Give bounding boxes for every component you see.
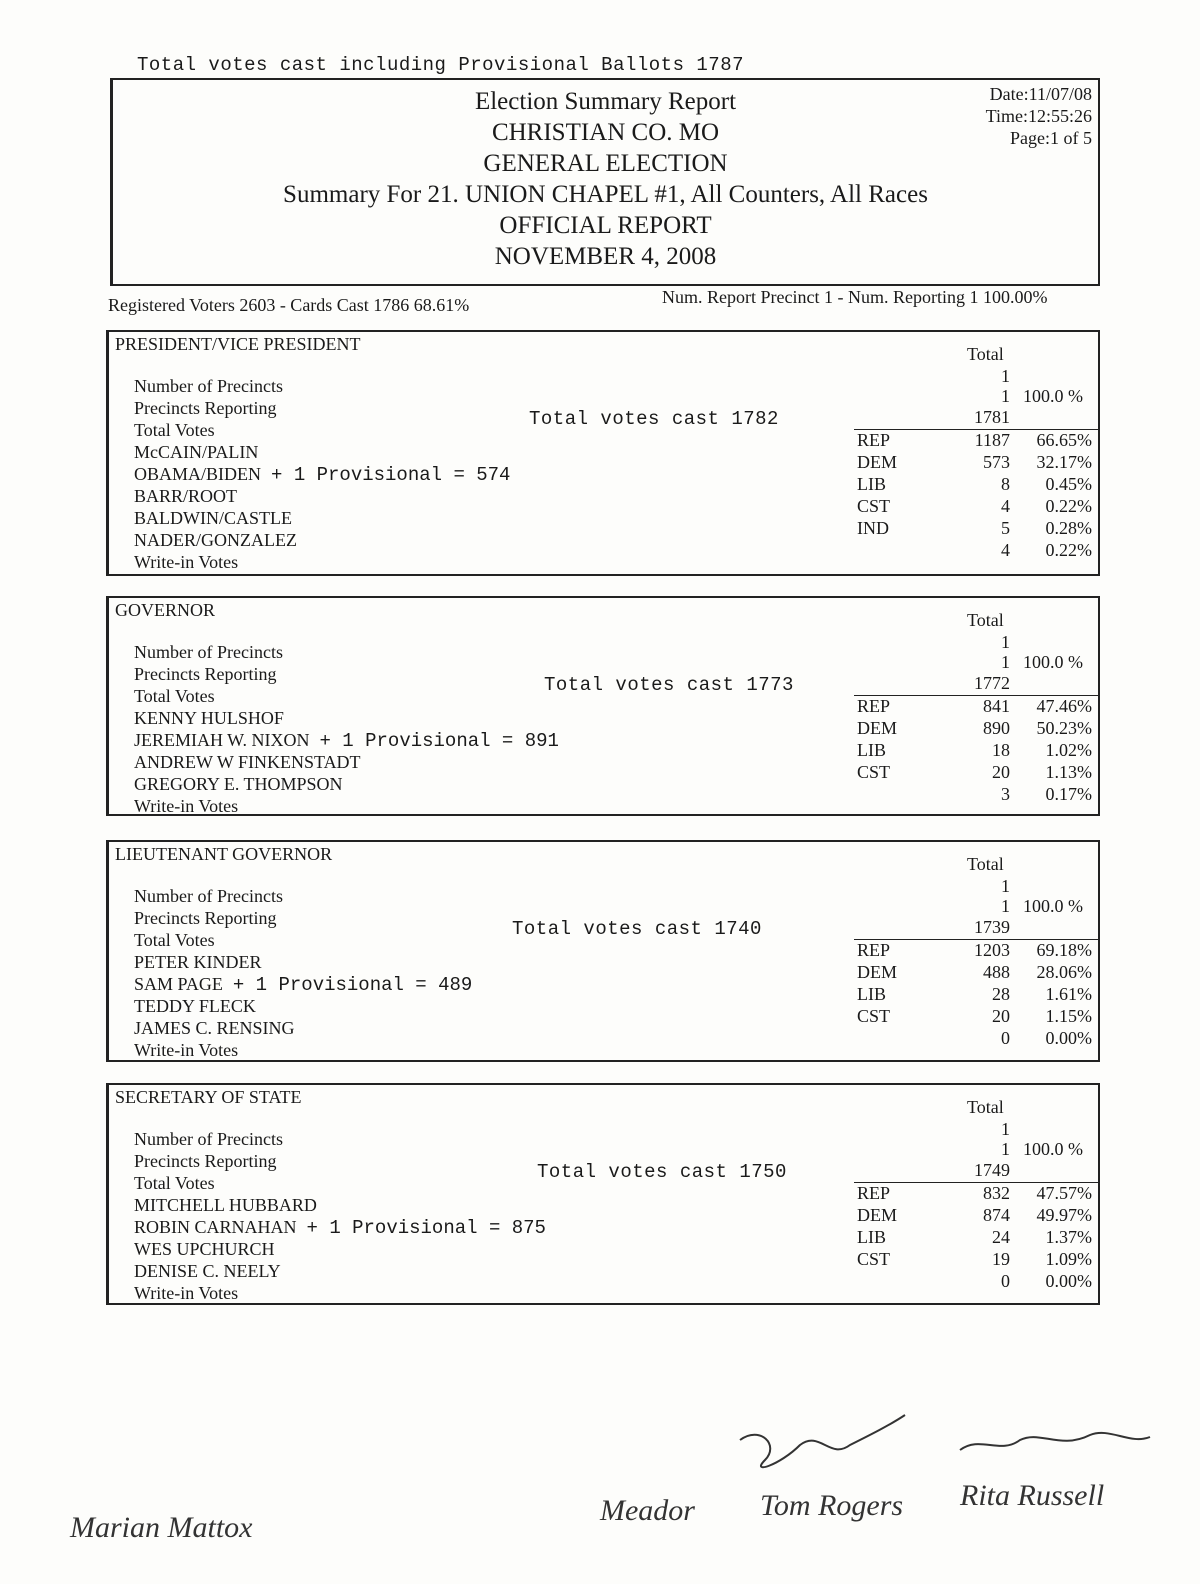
- candidate-label: DENISE C. NEELY: [134, 1261, 281, 1281]
- candidate-name: [134, 1195, 317, 1216]
- race-title: GOVERNOR: [115, 600, 216, 620]
- num-precincts-label: Number of Precincts: [134, 1129, 283, 1149]
- provisional-note: + 1 Provisional = 891: [319, 730, 559, 752]
- precincts-reporting-value: 1: [1001, 1139, 1010, 1159]
- precincts-reporting-label: Precincts Reporting: [134, 908, 277, 928]
- candidate-label: JAMES C. RENSING: [134, 1018, 295, 1038]
- candidate-percent: 1.13%: [1045, 762, 1092, 782]
- candidate-percent: 0.00%: [1045, 1028, 1092, 1048]
- candidate-votes: 3: [1001, 784, 1010, 804]
- total-column-header: Total: [967, 344, 1004, 364]
- total-votes-label: Total Votes: [134, 930, 215, 950]
- total-votes-label: Total Votes: [134, 420, 215, 440]
- candidate-name: [134, 552, 238, 573]
- total-votes-value: 1739: [974, 917, 1010, 937]
- race-block: [106, 596, 1100, 816]
- race-title: SECRETARY OF STATE: [115, 1087, 302, 1107]
- candidate-percent: 28.06%: [1036, 962, 1092, 982]
- precincts-reporting-value: 1: [1001, 896, 1010, 916]
- precincts-reporting-value: 1: [1001, 386, 1010, 406]
- candidate-name: [134, 1261, 281, 1282]
- candidate-votes: 874: [983, 1205, 1010, 1225]
- total-votes-value: 1749: [974, 1160, 1010, 1180]
- provisional-ballots-note: Total votes cast including Provisional Ballots 1787: [137, 54, 744, 76]
- precincts-reporting-label: Precincts Reporting: [134, 664, 277, 684]
- candidate-percent: 32.17%: [1036, 452, 1092, 472]
- county-name: CHRISTIAN CO. MO: [491, 119, 720, 146]
- race-block: [106, 840, 1100, 1062]
- reporting-percent: 100.0 %: [1023, 896, 1083, 916]
- summary-scope: Summary For 21. UNION CHAPEL #1, All Counters, All Races: [283, 181, 928, 208]
- party-code: LIB: [857, 740, 886, 760]
- candidate-votes: 890: [983, 718, 1010, 738]
- race-title: PRESIDENT/VICE PRESIDENT: [115, 334, 361, 354]
- party-code: LIB: [857, 474, 886, 494]
- candidate-percent: 0.28%: [1045, 518, 1092, 538]
- total-votes-cast-note: Total votes cast 1782: [529, 408, 779, 430]
- party-code: DEM: [857, 718, 897, 738]
- candidate-label: GREGORY E. THOMPSON: [134, 774, 343, 794]
- candidate-name: [134, 1239, 275, 1260]
- candidate-name: [134, 530, 297, 551]
- report-header: [110, 78, 1100, 286]
- candidate-percent: 69.18%: [1036, 940, 1092, 960]
- num-precincts-label: Number of Precincts: [134, 886, 283, 906]
- race-title: LIEUTENANT GOVERNOR: [115, 844, 333, 864]
- candidate-label: BARR/ROOT: [134, 486, 238, 506]
- party-code: CST: [857, 496, 891, 516]
- candidate-votes: 8: [1001, 474, 1010, 494]
- candidate-percent: 0.17%: [1045, 784, 1092, 804]
- candidate-label: Write-in Votes: [134, 796, 239, 816]
- candidate-votes: 20: [992, 762, 1010, 782]
- candidate-votes: 4: [1001, 540, 1010, 560]
- party-code: CST: [857, 762, 891, 782]
- total-votes-value: 1772: [974, 673, 1010, 693]
- candidate-name: [134, 996, 256, 1017]
- candidate-name: [134, 730, 559, 752]
- official-report-label: OFFICIAL REPORT: [499, 212, 712, 239]
- candidate-votes: 573: [983, 452, 1010, 472]
- candidate-label: SAM PAGE: [134, 974, 223, 994]
- signature-3: Tom Rogers: [760, 1489, 904, 1522]
- party-code: REP: [857, 696, 891, 716]
- signature-2: Meador: [600, 1494, 695, 1527]
- page-number: Page:1 of 5: [1010, 128, 1092, 148]
- candidate-name: [134, 708, 284, 729]
- candidate-name: [134, 1040, 238, 1061]
- candidate-votes: 1187: [974, 430, 1010, 450]
- signature-1: Marian Mattox: [70, 1511, 253, 1544]
- total-votes-value: 1781: [974, 407, 1010, 427]
- candidate-votes: 1203: [974, 940, 1010, 960]
- candidate-label: McCAIN/PALIN: [134, 442, 259, 462]
- party-code: REP: [857, 430, 891, 450]
- candidate-label: PETER KINDER: [134, 952, 262, 972]
- candidate-votes: 4: [1001, 496, 1010, 516]
- candidate-percent: 66.65%: [1036, 430, 1092, 450]
- candidate-percent: 0.00%: [1045, 1271, 1092, 1291]
- precincts-reporting-summary: Num. Report Precinct 1 - Num. Reporting 1 100.00%: [662, 287, 1048, 307]
- candidate-votes: 841: [983, 696, 1010, 716]
- candidate-percent: 47.46%: [1036, 696, 1092, 716]
- candidate-votes: 488: [983, 962, 1010, 982]
- candidate-label: NADER/GONZALEZ: [134, 530, 297, 550]
- party-code: DEM: [857, 1205, 897, 1225]
- candidate-name: [134, 1217, 546, 1239]
- candidate-votes: 28: [992, 984, 1010, 1004]
- candidate-percent: 0.45%: [1045, 474, 1092, 494]
- candidate-percent: 0.22%: [1045, 540, 1092, 560]
- race-block: [106, 1083, 1100, 1305]
- candidate-votes: 18: [992, 740, 1010, 760]
- candidate-percent: 1.15%: [1045, 1006, 1092, 1026]
- candidate-label: WES UPCHURCH: [134, 1239, 275, 1259]
- candidate-label: JEREMIAH W. NIXON: [134, 730, 310, 750]
- party-code: DEM: [857, 452, 897, 472]
- candidate-label: TEDDY FLECK: [134, 996, 256, 1016]
- candidate-votes: 0: [1001, 1028, 1010, 1048]
- party-code: LIB: [857, 984, 886, 1004]
- candidate-label: OBAMA/BIDEN: [134, 464, 262, 484]
- provisional-note: + 1 Provisional = 875: [306, 1217, 546, 1239]
- party-code: REP: [857, 1183, 891, 1203]
- registered-voters: Registered Voters 2603 - Cards Cast 1786 68.61%: [108, 295, 470, 315]
- race-block: [106, 330, 1100, 576]
- total-votes-cast-note: Total votes cast 1740: [512, 918, 762, 940]
- candidate-label: Write-in Votes: [134, 1040, 239, 1060]
- num-precincts-value: 1: [1001, 366, 1010, 386]
- party-code: DEM: [857, 962, 897, 982]
- precincts-reporting-label: Precincts Reporting: [134, 398, 277, 418]
- signature-4: Rita Russell: [960, 1479, 1105, 1512]
- candidate-votes: 20: [992, 1006, 1010, 1026]
- candidate-percent: 1.02%: [1045, 740, 1092, 760]
- candidate-votes: 24: [992, 1227, 1010, 1247]
- candidate-name: [134, 774, 343, 795]
- party-code: CST: [857, 1006, 891, 1026]
- num-precincts-label: Number of Precincts: [134, 642, 283, 662]
- candidate-label: ROBIN CARNAHAN: [134, 1217, 297, 1237]
- total-votes-cast-note: Total votes cast 1773: [544, 674, 794, 696]
- signature-area: [60, 1405, 1170, 1555]
- precincts-reporting-value: 1: [1001, 652, 1010, 672]
- candidate-label: Write-in Votes: [134, 552, 239, 572]
- candidate-votes: 5: [1001, 518, 1010, 538]
- total-column-header: Total: [967, 610, 1004, 630]
- candidate-name: [134, 508, 292, 529]
- candidate-name: [134, 796, 238, 817]
- candidate-percent: 1.61%: [1045, 984, 1092, 1004]
- candidate-name: [134, 1018, 295, 1039]
- candidate-votes: 832: [983, 1183, 1010, 1203]
- candidate-votes: 0: [1001, 1271, 1010, 1291]
- candidate-name: [134, 952, 262, 973]
- candidate-label: MITCHELL HUBBARD: [134, 1195, 317, 1215]
- total-votes-label: Total Votes: [134, 1173, 215, 1193]
- total-column-header: Total: [967, 1097, 1004, 1117]
- reporting-percent: 100.0 %: [1023, 652, 1083, 672]
- total-votes-label: Total Votes: [134, 686, 215, 706]
- num-precincts-value: 1: [1001, 1119, 1010, 1139]
- report-date: Date:11/07/08: [989, 84, 1092, 104]
- party-code: IND: [857, 518, 889, 538]
- candidate-name: [134, 752, 361, 773]
- candidate-label: Write-in Votes: [134, 1283, 239, 1303]
- candidate-name: [134, 974, 472, 996]
- reporting-percent: 100.0 %: [1023, 386, 1083, 406]
- candidate-label: ANDREW W FINKENSTADT: [134, 752, 361, 772]
- candidate-percent: 1.37%: [1045, 1227, 1092, 1247]
- candidate-percent: 50.23%: [1036, 718, 1092, 738]
- candidate-percent: 0.22%: [1045, 496, 1092, 516]
- candidate-votes: 19: [992, 1249, 1010, 1269]
- candidate-percent: 1.09%: [1045, 1249, 1092, 1269]
- report-title: Election Summary Report: [474, 88, 737, 115]
- total-column-header: Total: [967, 854, 1004, 874]
- party-code: LIB: [857, 1227, 886, 1247]
- report-time: Time:12:55:26: [985, 106, 1092, 126]
- candidate-name: [134, 1283, 238, 1304]
- num-precincts-label: Number of Precincts: [134, 376, 283, 396]
- provisional-note: + 1 Provisional = 574: [271, 464, 511, 486]
- candidate-percent: 47.57%: [1036, 1183, 1092, 1203]
- candidate-label: BALDWIN/CASTLE: [134, 508, 292, 528]
- election-date: NOVEMBER 4, 2008: [494, 243, 717, 270]
- party-code: REP: [857, 940, 891, 960]
- candidate-name: [134, 486, 237, 507]
- precincts-reporting-label: Precincts Reporting: [134, 1151, 277, 1171]
- candidate-label: KENNY HULSHOF: [134, 708, 284, 728]
- num-precincts-value: 1: [1001, 632, 1010, 652]
- candidate-name: [134, 464, 510, 486]
- candidate-name: [134, 442, 258, 463]
- num-precincts-value: 1: [1001, 876, 1010, 896]
- reporting-percent: 100.0 %: [1023, 1139, 1083, 1159]
- party-code: CST: [857, 1249, 891, 1269]
- provisional-note: + 1 Provisional = 489: [232, 974, 473, 996]
- total-votes-cast-note: Total votes cast 1750: [537, 1161, 787, 1183]
- election-type: GENERAL ELECTION: [483, 150, 728, 177]
- candidate-percent: 49.97%: [1036, 1205, 1092, 1225]
